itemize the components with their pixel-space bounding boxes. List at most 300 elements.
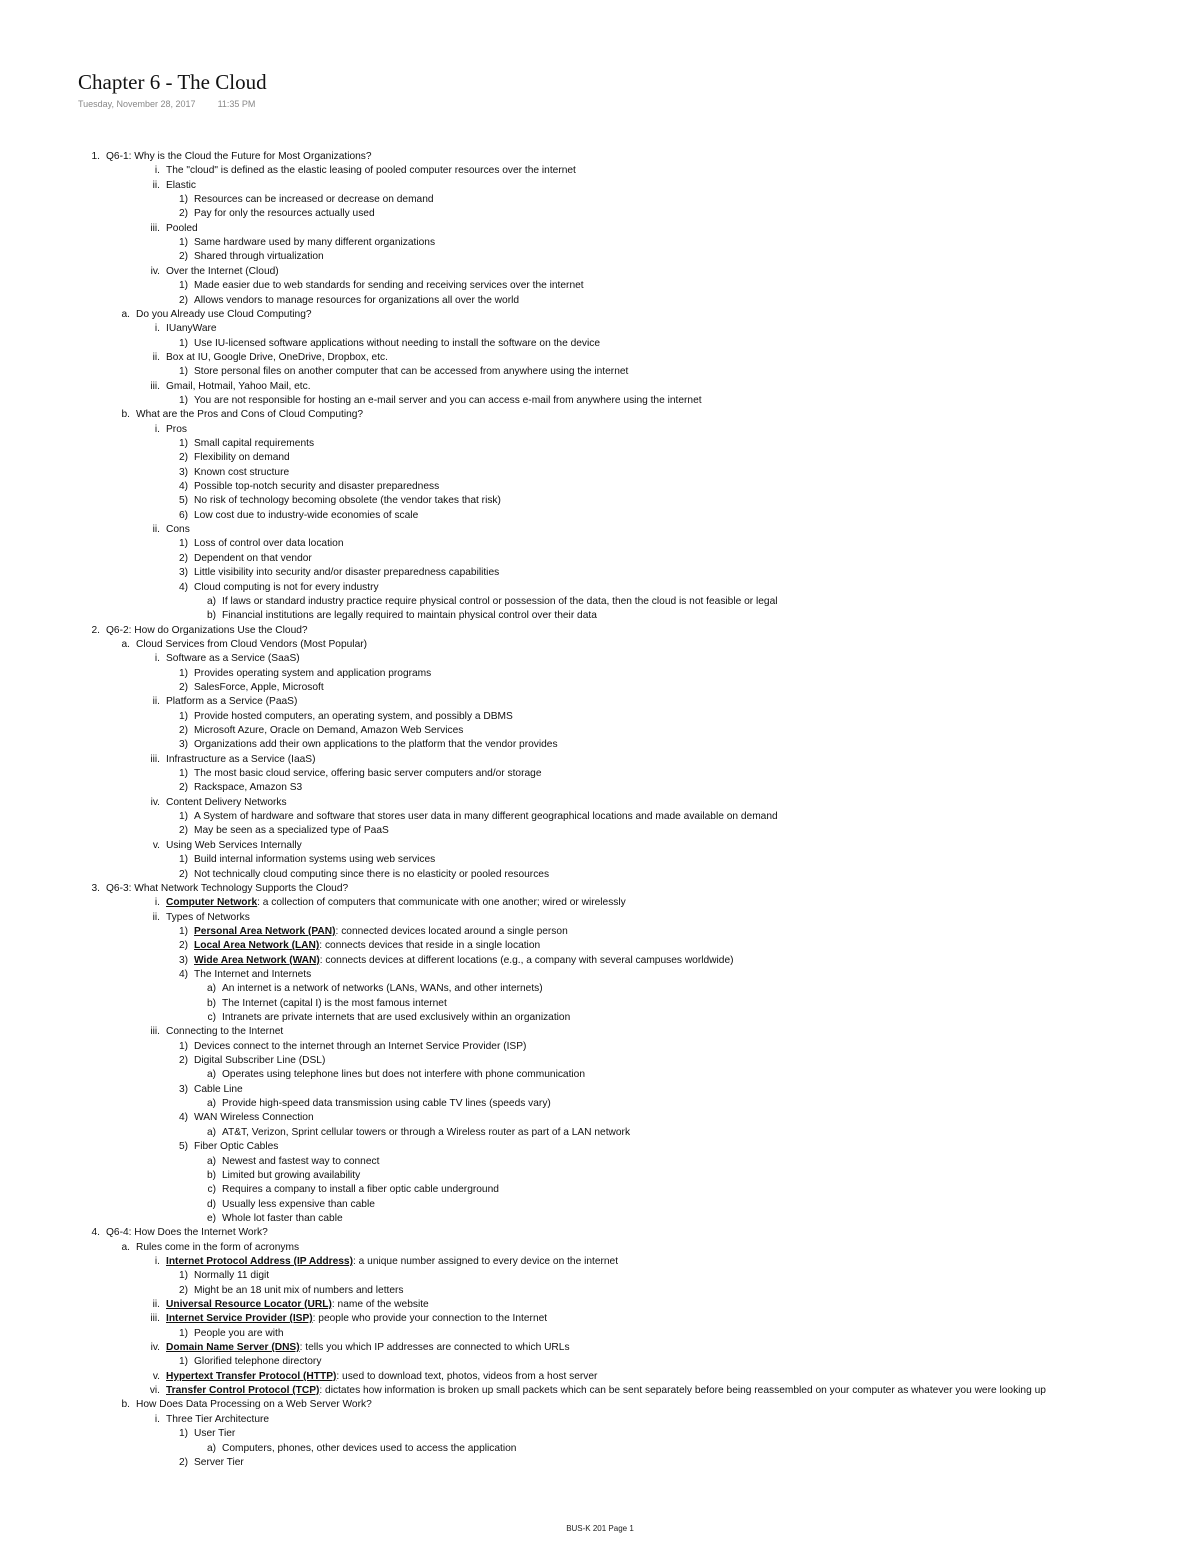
outline-item	[0, 896, 1200, 910]
outline-item-text	[194, 681, 324, 695]
outline-item	[0, 193, 1200, 207]
outline-item-marker: 2)	[178, 251, 188, 263]
outline-item	[0, 408, 1200, 422]
outline-item-body: Provide high-speed data transmission using cable TV lines (speeds vary)	[222, 1098, 551, 1110]
outline-item-body: Use IU-licensed software applications without needing to install the software on the device	[194, 337, 601, 349]
outline-item-body: Do you Already use Cloud Computing?	[136, 308, 312, 320]
outline-item	[0, 250, 1200, 264]
outline-item-text	[166, 380, 311, 394]
outline-item-text	[222, 1212, 343, 1226]
key-term: Wide Area Network (WAN)	[194, 954, 320, 966]
outline-item-body: Fiber Optic Cables	[194, 1141, 279, 1153]
outline-item	[0, 552, 1200, 566]
outline-item-text	[222, 982, 543, 996]
outline-item	[0, 294, 1200, 308]
outline-item-marker: v.	[152, 839, 160, 851]
outline-item-marker: i.	[154, 897, 160, 909]
outline-item	[0, 150, 1200, 164]
outline-item-text	[106, 1226, 268, 1240]
outline-item	[0, 337, 1200, 351]
outline-item-marker: ii.	[152, 911, 160, 923]
outline-item-body: Not technically cloud computing since there is no elasticity or pooled resources	[194, 868, 550, 880]
outline-item-body: Box at IU, Google Drive, OneDrive, Dropbox, etc.	[166, 351, 388, 363]
outline-item-body: Intranets are private internets that are used exclusively within an organization	[222, 1012, 571, 1023]
outline-item-marker: c)	[207, 1184, 216, 1196]
outline-item	[0, 566, 1200, 580]
outline-item-marker: i.	[154, 423, 160, 435]
outline-item-body: Allows vendors to manage resources for organizations all over the world	[194, 294, 520, 306]
outline-item-body: : connects devices that reside in a single location	[319, 940, 541, 952]
outline-item-marker: 2)	[178, 552, 188, 564]
outline-item-body: People you are with	[194, 1327, 284, 1339]
key-term: Universal Resource Locator (URL)	[166, 1299, 332, 1310]
outline-item	[0, 322, 1200, 336]
outline-item-marker: e)	[206, 1212, 216, 1224]
outline-item-marker: 2.	[91, 624, 100, 636]
outline-item-body: Q6-4: How Does the Internet Work?	[106, 1227, 268, 1239]
outline-item-marker: 2)	[178, 868, 188, 880]
outline-item	[0, 308, 1200, 322]
outline-item-text	[194, 1456, 244, 1470]
outline-item-marker: ii.	[152, 1299, 160, 1310]
outline-item-body: Infrastructure as a Service (IaaS)	[166, 753, 316, 765]
outline-item-body: Cloud Services from Cloud Vendors (Most Popular)	[136, 638, 368, 650]
outline-item	[0, 1155, 1200, 1169]
outline-item	[0, 523, 1200, 537]
outline-item	[0, 911, 1200, 925]
key-term: Domain Name Server (DNS)	[166, 1342, 300, 1354]
outline-item-body: An internet is a network of networks (LANs, WANs, and other internets)	[222, 983, 543, 995]
outline-item	[0, 1068, 1200, 1082]
outline-item	[0, 1025, 1200, 1039]
outline-item-text	[194, 1083, 243, 1097]
outline-item-marker: v.	[152, 1370, 160, 1382]
outline-item-text	[194, 968, 311, 982]
outline-item-text	[194, 939, 540, 953]
outline-item-body: No risk of technology becoming obsolete (the vendor takes that risk)	[194, 495, 501, 507]
outline-item-marker: i.	[154, 1255, 160, 1267]
outline-item	[0, 164, 1200, 178]
outline-item-marker: 2)	[178, 1284, 188, 1296]
outline-item-body: Newest and fastest way to connect	[222, 1155, 380, 1167]
outline-item-marker: a)	[206, 1098, 216, 1110]
outline-item-text	[166, 1312, 547, 1326]
outline-item-marker: b)	[206, 610, 216, 622]
outline-item-text	[222, 997, 447, 1011]
outline-item-marker: b.	[121, 1399, 130, 1411]
outline-item-body: Devices connect to the internet through an Internet Service Provider (ISP)	[194, 1040, 527, 1052]
outline-item-marker: 3)	[178, 739, 188, 751]
outline-item-marker: iv.	[150, 265, 160, 277]
outline-item-body: Elastic	[166, 179, 197, 191]
outline-item	[0, 1341, 1200, 1355]
outline-item-marker: 3)	[178, 954, 188, 966]
outline-item-text	[166, 322, 217, 336]
outline-item-body: : people who provide your connection to the Internet	[312, 1313, 548, 1325]
outline-item-body: You are not responsible for hosting an e-mail server and you can access e-mail from anywhere using the internet	[194, 394, 702, 406]
outline-item	[0, 738, 1200, 752]
outline-item-text	[194, 365, 628, 379]
outline-item-marker: 5)	[178, 495, 188, 507]
outline-item	[0, 537, 1200, 551]
outline-item-body: Little visibility into security and/or disaster preparedness capabilities	[194, 567, 500, 579]
outline-item-text	[166, 1025, 283, 1039]
outline-item-marker: 1)	[178, 280, 188, 292]
page-timestamp	[78, 99, 255, 109]
key-term: Internet Service Provider (ISP)	[166, 1313, 313, 1325]
outline-item-text	[194, 710, 513, 724]
outline-item-marker: 2)	[178, 1055, 188, 1067]
outline-item-marker: 4)	[178, 481, 188, 493]
outline-item-text	[194, 853, 435, 867]
outline-item	[0, 652, 1200, 666]
outline-item-body: Types of Networks	[166, 911, 250, 923]
outline-item-body: What are the Pros and Cons of Cloud Computing?	[136, 409, 364, 421]
outline-item-body: Same hardware used by many different organizations	[194, 237, 436, 249]
outline-item-body: Q6-3: What Network Technology Supports the Cloud?	[106, 882, 349, 894]
outline-item-text	[194, 236, 435, 250]
outline-item-marker: 1)	[178, 768, 188, 780]
outline-item-marker: iv.	[150, 796, 160, 808]
outline-item-text	[194, 480, 439, 494]
outline-item-body: Rackspace, Amazon S3	[194, 782, 303, 794]
outline-item-body: Small capital requirements	[194, 438, 315, 449]
outline-item-marker: 1)	[178, 538, 188, 550]
outline-item-text	[222, 1198, 375, 1212]
outline-item	[0, 1241, 1200, 1255]
outline-item-body: Possible top-notch security and disaster preparedness	[194, 481, 440, 493]
outline-item	[0, 882, 1200, 896]
outline-item-text	[136, 1241, 299, 1255]
outline-item	[0, 853, 1200, 867]
outline-item-text	[166, 1255, 618, 1269]
outline-item-marker: ii.	[152, 351, 160, 363]
outline-item-body: If laws or standard industry practice require physical control or possession of the data, then the cloud is not feasible or legal	[222, 595, 778, 607]
outline-item-marker: iii.	[150, 380, 160, 392]
outline-item-marker: 4)	[178, 1112, 188, 1124]
outline-item-body: The Internet and Internets	[194, 968, 312, 980]
outline-item-text	[166, 351, 388, 365]
outline-item-text	[194, 537, 344, 551]
outline-item-text	[194, 1327, 283, 1341]
outline-item	[0, 265, 1200, 279]
outline-item	[0, 1054, 1200, 1068]
outline-item-body: Pros	[166, 423, 187, 435]
outline-item-text	[166, 164, 576, 178]
outline-item	[0, 581, 1200, 595]
outline-item-body: May be seen as a specialized type of PaaS	[194, 825, 389, 837]
outline-item-marker: a.	[121, 1241, 130, 1253]
key-term: Hypertext Transfer Protocol (HTTP)	[166, 1370, 337, 1382]
outline-item-marker: iii.	[150, 753, 160, 765]
outline-item	[0, 796, 1200, 810]
outline-item-marker: i.	[154, 653, 160, 665]
outline-item-text	[194, 1355, 321, 1369]
outline-item	[0, 624, 1200, 638]
key-term: Transfer Control Protocol (TCP)	[166, 1385, 320, 1397]
outline-item-body: Shared through virtualization	[194, 251, 324, 263]
page-date: Tuesday, November 28, 2017	[78, 99, 196, 109]
outline-item-body: Flexibility on demand	[194, 452, 290, 464]
outline-item-text	[166, 896, 626, 910]
outline-item-text	[194, 1111, 314, 1125]
outline-item-text	[194, 1140, 278, 1154]
outline-item-marker: b)	[206, 1169, 216, 1181]
outline-item-marker: b.	[121, 409, 130, 421]
outline-item-body: Glorified telephone directory	[194, 1356, 322, 1368]
outline-item-marker: ii.	[152, 179, 160, 191]
outline-item	[0, 1298, 1200, 1312]
outline-item-text	[194, 925, 568, 939]
outline-item-text	[106, 624, 308, 638]
outline-item	[0, 1355, 1200, 1369]
outline-item-body: The Internet (capital I) is the most famous internet	[222, 997, 447, 1009]
outline-item-text	[136, 408, 363, 422]
outline-item-body: Gmail, Hotmail, Yahoo Mail, etc.	[166, 380, 311, 392]
outline-item-text	[194, 1427, 235, 1441]
outline-item-body: Financial institutions are legally required to maintain physical control over their data	[222, 610, 597, 622]
page-time: 11:35 PM	[217, 99, 256, 109]
key-term: Personal Area Network (PAN)	[194, 925, 336, 937]
outline-item	[0, 1140, 1200, 1154]
outline-item-text	[194, 1054, 325, 1068]
outline-item-marker: 2)	[178, 725, 188, 736]
outline-item-body: : name of the website	[331, 1299, 429, 1310]
outline-item-text	[222, 1011, 570, 1025]
outline-item	[0, 279, 1200, 293]
outline-item-marker: 1)	[178, 237, 188, 249]
outline-item-marker: iv.	[150, 1342, 160, 1354]
outline-item-text	[222, 1155, 379, 1169]
outline-item-marker: i.	[154, 323, 160, 335]
outline-item-body: Q6-1: Why is the Cloud the Future for Most Organizations?	[106, 151, 372, 162]
outline-item-marker: 2)	[178, 681, 188, 693]
outline-item-body: Platform as a Service (PaaS)	[166, 696, 298, 708]
outline-item	[0, 437, 1200, 451]
outline-item-marker: iii.	[150, 1313, 160, 1325]
outline-item-marker: a.	[121, 308, 130, 320]
outline-item-body: Rules come in the form of acronyms	[136, 1241, 300, 1253]
outline-item-text	[166, 179, 196, 193]
outline-item-body: Usually less expensive than cable	[222, 1198, 375, 1210]
outline-item	[0, 839, 1200, 853]
outline-item	[0, 939, 1200, 953]
outline-item	[0, 638, 1200, 652]
outline-item	[0, 982, 1200, 996]
outline-item	[0, 1011, 1200, 1025]
outline-item-marker: iii.	[150, 222, 160, 234]
key-term: Local Area Network (LAN)	[194, 940, 320, 952]
outline-item-text	[194, 738, 558, 752]
outline-item	[0, 1255, 1200, 1269]
outline-item-text	[194, 437, 314, 451]
outline-item	[0, 681, 1200, 695]
outline-item-body: Whole lot faster than cable	[222, 1212, 343, 1224]
outline-item-text	[136, 308, 312, 322]
outline-item	[0, 609, 1200, 623]
outline-item	[0, 1398, 1200, 1412]
outline-item-body: : dictates how information is broken up small packets which can be sent separately before being reassembled on your computer as whatever you were looking up	[319, 1385, 1046, 1397]
outline-item-marker: vi.	[149, 1385, 160, 1397]
outline-item-text	[194, 868, 549, 882]
outline-item-marker: 3)	[178, 466, 188, 478]
outline-item-text	[222, 1169, 360, 1183]
outline-item-text	[136, 1398, 372, 1412]
page-title: Chapter 6 - The Cloud	[78, 70, 267, 94]
outline-item-marker: 1)	[178, 366, 188, 378]
outline-item-text	[194, 1040, 526, 1054]
outline-item-marker: a)	[206, 1155, 216, 1167]
outline-item-text	[222, 595, 778, 609]
outline-item-text	[194, 667, 431, 681]
outline-item-text	[166, 423, 187, 437]
outline-item	[0, 1226, 1200, 1240]
outline-item	[0, 351, 1200, 365]
outline-item	[0, 1040, 1200, 1054]
outline-item-body: Dependent on that vendor	[194, 552, 312, 564]
outline-item-marker: i.	[154, 165, 160, 177]
outline-item-body: Normally 11 digit	[194, 1270, 270, 1282]
outline-item-body: Might be an 18 unit mix of numbers and letters	[194, 1284, 404, 1296]
outline-item-body: Resources can be increased or decrease on demand	[194, 194, 434, 206]
outline-item-marker: 5)	[178, 1141, 188, 1153]
outline-item-text	[194, 824, 389, 838]
outline-item-body: Computers, phones, other devices used to access the application	[222, 1442, 517, 1454]
outline-item-marker: b)	[206, 997, 216, 1009]
outline-item-text	[166, 1370, 597, 1384]
outline-item	[0, 710, 1200, 724]
outline-item-body: : tells you which IP addresses are connected to which URLs	[299, 1342, 570, 1354]
outline-item-marker: 3.	[91, 882, 100, 894]
outline-item-body: Pooled	[166, 222, 198, 234]
outline-item	[0, 423, 1200, 437]
outline-item-body: Connecting to the Internet	[166, 1026, 284, 1038]
outline-item-body: Limited but growing availability	[222, 1169, 361, 1181]
outline-item-marker: 1)	[178, 1270, 188, 1282]
outline-item-marker: 1)	[178, 667, 188, 679]
outline-item-marker: 3)	[178, 567, 188, 579]
outline-item-text	[194, 1284, 404, 1298]
outline-item-text	[194, 279, 584, 293]
outline-item-marker: a)	[206, 1069, 216, 1081]
outline-item-text	[222, 1097, 551, 1111]
outline-item-marker: 1)	[178, 438, 188, 449]
outline-item-body: Store personal files on another computer that can be accessed from anywhere using the internet	[194, 366, 629, 378]
outline-item	[0, 1384, 1200, 1398]
outline-item-text	[166, 839, 302, 853]
outline-item-marker: 1.	[91, 151, 100, 162]
outline-item-marker: 2)	[178, 452, 188, 464]
outline-item	[0, 824, 1200, 838]
outline-item	[0, 207, 1200, 221]
outline-item	[0, 781, 1200, 795]
outline-item-body: WAN Wireless Connection	[194, 1112, 314, 1124]
outline-item-marker: 2)	[178, 294, 188, 306]
outline-item	[0, 480, 1200, 494]
outline-item-marker: 2)	[178, 1456, 188, 1468]
outline-item-text	[166, 222, 198, 236]
outline-item-text	[166, 1384, 1046, 1398]
outline-item-marker: 1)	[178, 337, 188, 349]
outline-item	[0, 1212, 1200, 1226]
outline-item-text	[166, 796, 287, 810]
outline-item-text	[194, 724, 463, 738]
outline-item-body: Q6-2: How do Organizations Use the Cloud?	[106, 624, 308, 636]
outline-item-marker: a)	[206, 1126, 216, 1138]
outline-item-text	[194, 810, 778, 824]
outline-item-marker: 1)	[178, 1356, 188, 1368]
outline-item-text	[166, 911, 250, 925]
outline-item-body: : connected devices located around a single person	[335, 925, 568, 937]
outline-item-text	[194, 451, 290, 465]
outline-item-marker: 1)	[178, 925, 188, 937]
outline-item-marker: 2)	[178, 782, 188, 794]
outline-item-marker: 3)	[178, 1083, 188, 1095]
outline-item-body: The "cloud" is defined as the elastic leasing of pooled computer resources over the internet	[166, 165, 576, 177]
outline-item	[0, 1269, 1200, 1283]
outline-item-text	[194, 294, 519, 308]
outline-item	[0, 1456, 1200, 1470]
outline-item-body: Pay for only the resources actually used	[194, 208, 375, 220]
outline-item	[0, 695, 1200, 709]
outline-item-text	[194, 250, 324, 264]
outline-item-marker: 1)	[178, 1428, 188, 1440]
outline-item-text	[136, 638, 367, 652]
outline-item-text	[222, 1183, 499, 1197]
outline-item-marker: 1)	[178, 811, 188, 823]
outline-item-text	[166, 1413, 269, 1427]
outline-item	[0, 1097, 1200, 1111]
outline-item	[0, 1284, 1200, 1298]
outline-item-body: Build internal information systems using web services	[194, 854, 436, 866]
outline-item	[0, 767, 1200, 781]
outline-item-text	[166, 753, 315, 767]
key-term: Internet Protocol Address (IP Address)	[166, 1255, 353, 1267]
outline-item-body: AT&T, Verizon, Sprint cellular towers or through a Wireless router as part of a LAN network	[222, 1126, 631, 1138]
outline-item-marker: i.	[154, 1413, 160, 1425]
outline-item-text	[194, 494, 501, 508]
outline-item-body: Requires a company to install a fiber optic cable underground	[222, 1184, 499, 1196]
outline-item-body: Made easier due to web standards for sending and receiving services over the internet	[194, 280, 584, 292]
outline-item-body: Low cost due to industry-wide economies of scale	[194, 509, 419, 521]
outline-item-body: Server Tier	[194, 1456, 244, 1468]
outline-item	[0, 667, 1200, 681]
outline-item-marker: 4.	[91, 1227, 100, 1239]
outline-item-body: SalesForce, Apple, Microsoft	[194, 681, 324, 693]
outline-item	[0, 1183, 1200, 1197]
outline-item-text	[194, 767, 541, 781]
outline-item	[0, 1126, 1200, 1140]
outline-item-text	[194, 509, 418, 523]
outline-item	[0, 494, 1200, 508]
outline-item	[0, 753, 1200, 767]
outline-item-marker: a.	[121, 638, 130, 650]
outline-item-marker: 1)	[178, 710, 188, 722]
outline-item-text	[194, 207, 375, 221]
outline-item-marker: 1)	[178, 194, 188, 206]
outline-item-marker: 4)	[178, 581, 188, 593]
outline-item-text	[222, 1126, 630, 1140]
outline-item-body: Organizations add their own applications to the platform that the vendor provides	[194, 739, 558, 751]
outline-item-body: Digital Subscriber Line (DSL)	[194, 1055, 326, 1067]
outline-item	[0, 236, 1200, 250]
outline-item-text	[166, 265, 279, 279]
outline-item-body: Software as a Service (SaaS)	[166, 653, 300, 665]
outline-item-body: A System of hardware and software that stores user data in many different geographical locations and made available on demand	[194, 811, 778, 823]
outline-item	[0, 394, 1200, 408]
outline-item-marker: a)	[206, 983, 216, 995]
outline-item-marker: 1)	[178, 1327, 188, 1339]
